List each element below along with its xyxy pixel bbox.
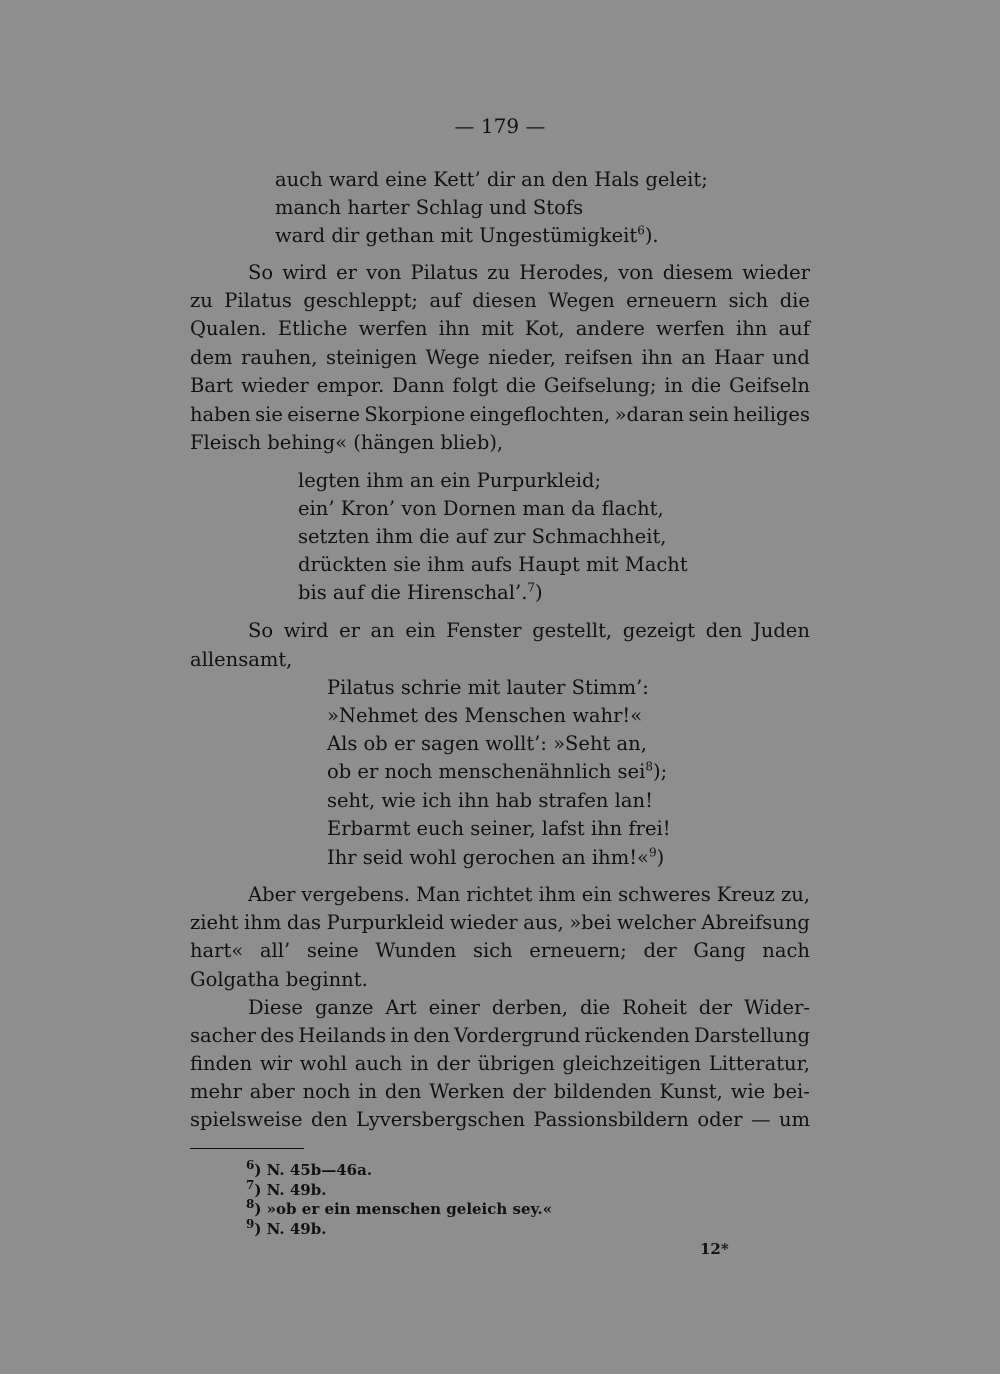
word: Passionsbildern [533, 1108, 689, 1131]
word: sich [472, 939, 513, 962]
word: Kreuz [716, 883, 775, 906]
word: diesem [662, 261, 733, 284]
word: gleichzeitigen [562, 1052, 702, 1075]
word: erneuern; [529, 939, 627, 962]
footnote-ref: 6 [637, 223, 645, 238]
word: Lyversbergschen [356, 1108, 526, 1131]
footnote-text: ) N. 49b. [254, 1220, 327, 1238]
page-number-header: — 179 — [454, 114, 546, 138]
verse-text-tail: ); [652, 760, 668, 783]
prose-line [190, 1026, 810, 1046]
word: von [618, 261, 654, 284]
word: einer [428, 996, 480, 1019]
word: und [772, 346, 810, 369]
word: ihn [736, 317, 768, 340]
word: an [681, 346, 706, 369]
word: wieder [240, 374, 309, 397]
word: wird [282, 261, 327, 284]
word: ein [581, 883, 613, 906]
footnote [246, 1158, 373, 1179]
word: Wege [425, 346, 480, 369]
verse-line: Als ob er sagen wollt’: »Seht an, [327, 732, 647, 755]
word: Skorpione [364, 403, 466, 426]
word: werfen [656, 317, 725, 340]
footnote-ref: 7 [527, 580, 536, 595]
verse-line: legten ihm an ein Purpurkleid; [298, 469, 602, 492]
word: Geifselung; [543, 374, 657, 397]
word: von [366, 261, 402, 284]
word: Werken [429, 1080, 505, 1103]
word: Diese [248, 996, 303, 1019]
word: Dann [392, 374, 445, 397]
prose-line [248, 263, 810, 283]
word: wohl [299, 1052, 348, 1075]
word: spielsweise [190, 1108, 303, 1131]
footnote-text: ) N. 45b—46a. [254, 1161, 373, 1179]
word: wieder [449, 911, 518, 934]
footnote-mark: 6 [246, 1158, 255, 1172]
prose-line [190, 291, 810, 311]
word: das [286, 911, 322, 934]
word: »bei [569, 911, 612, 934]
verse-text-tail: ). [644, 224, 659, 247]
word: wieder [742, 261, 810, 284]
prose-line: allensamt, [190, 648, 293, 671]
word: ihn [641, 346, 673, 369]
word: Darstellung [693, 1024, 810, 1047]
word: — [750, 1108, 771, 1131]
prose-line [248, 998, 810, 1018]
footnote-ref: 8 [645, 759, 653, 774]
word: Litteratur, [708, 1052, 810, 1075]
word: Vordergrund [454, 1024, 581, 1047]
word: die [690, 374, 722, 397]
verse-line: setzten ihm die auf zur Schmachheit, [298, 525, 667, 548]
word: eingeflochten, [469, 403, 611, 426]
footnote-mark: 8 [246, 1197, 255, 1211]
word: Pilatus [224, 289, 292, 312]
word: Bart [190, 374, 234, 397]
word: die [579, 996, 611, 1019]
word: sich [728, 289, 769, 312]
word: rauhen, [241, 346, 318, 369]
word: dem [190, 346, 233, 369]
word: reifsen [564, 346, 633, 369]
word: Aber [248, 883, 296, 906]
word: der [643, 939, 677, 962]
word: der [512, 1080, 546, 1103]
word: aus, [523, 911, 564, 934]
prose-line [190, 1110, 810, 1130]
word: zu [487, 261, 511, 284]
word: der [698, 996, 733, 1019]
word: hart« [190, 939, 244, 962]
verse-text: Ihr seid wohl gerochen an ihm!« [327, 846, 649, 869]
word: wird [283, 619, 329, 642]
prose-line [190, 1082, 810, 1102]
verse-text: ward dir gethan mit Ungestümigkeit [275, 224, 638, 247]
word: Fenster [446, 619, 522, 642]
verse-line: drückten sie ihm aufs Haupt mit Macht [298, 553, 688, 576]
word: Geifseln [729, 374, 810, 397]
footnote [246, 1178, 327, 1199]
word: in [390, 1024, 410, 1047]
prose-line [190, 319, 810, 339]
word: der [436, 1052, 470, 1075]
footnote-ref: 9 [648, 845, 657, 860]
footnote-mark: 9 [246, 1217, 255, 1231]
word: mehr [190, 1080, 242, 1103]
word: eiserne [287, 403, 361, 426]
verse-line [275, 223, 659, 247]
word: wie [730, 1080, 766, 1103]
word: geschleppt; [303, 289, 419, 312]
word: den [413, 1024, 450, 1047]
word: ihm [538, 883, 576, 906]
prose-line [248, 621, 810, 641]
verse-line: ein’ Kron’ von Dornen man da flacht, [298, 497, 664, 520]
word: Wunden [375, 939, 457, 962]
word: andere [575, 317, 645, 340]
word: ein [405, 619, 436, 642]
verse-line [298, 580, 543, 604]
word: werfen [358, 317, 428, 340]
word: diesen [472, 289, 537, 312]
verse-line: seht, wie ich ihn hab strafen lan! [327, 789, 653, 812]
word: er [339, 619, 360, 642]
word: in [410, 1052, 429, 1075]
word: auf [429, 289, 461, 312]
verse-line: »Nehmet des Menschen wahr!« [327, 704, 643, 727]
word: folgt [452, 374, 498, 397]
verse-text: bis auf die Hirenschal’. [298, 581, 528, 604]
word: oder [697, 1108, 743, 1131]
word: bildenden [553, 1080, 652, 1103]
word: Heilands [298, 1024, 387, 1047]
word: Gang [693, 939, 746, 962]
signature-mark: 12* [700, 1240, 729, 1258]
prose-line [190, 405, 810, 425]
prose-line [190, 913, 810, 933]
verse-text-tail: ) [656, 846, 665, 869]
word: schweres [618, 883, 711, 906]
word: ihm [244, 911, 282, 934]
word: den [311, 1108, 348, 1131]
word: ganze [314, 996, 374, 1019]
word: Haar [714, 346, 764, 369]
verse-line [327, 759, 668, 783]
word: des [260, 1024, 295, 1047]
word: welcher [617, 911, 696, 934]
footnote [246, 1197, 553, 1218]
footnote-text: ) N. 49b. [254, 1181, 327, 1199]
word: Kunst, [659, 1080, 723, 1103]
prose-line [248, 885, 810, 905]
word: richtet [466, 883, 533, 906]
word: vergebens. [301, 883, 411, 906]
verse-line: Erbarmt euch seiner, lafst ihn frei! [327, 817, 671, 840]
word: gestellt, [532, 619, 613, 642]
word: zieht [190, 911, 239, 934]
word: er [336, 261, 357, 284]
verse-line: auch ward eine Kett’ dir an den Hals geleit; [275, 168, 708, 191]
word: den [384, 1080, 422, 1103]
prose-line [190, 1054, 810, 1074]
word: den [705, 619, 743, 642]
word: aber [249, 1080, 295, 1103]
word: Art [385, 996, 417, 1019]
word: ihn [438, 317, 470, 340]
word: sein [688, 403, 729, 426]
word: gezeigt [622, 619, 696, 642]
footnote-mark: 7 [246, 1178, 255, 1192]
word: all’ [259, 939, 291, 962]
verse-text-tail: ) [535, 581, 543, 604]
word: an [370, 619, 395, 642]
word: erneuern [626, 289, 718, 312]
word: Qualen. [190, 317, 267, 340]
word: Abreifsung [701, 911, 810, 934]
word: Kot, [524, 317, 565, 340]
word: steinigen [326, 346, 418, 369]
word: die [779, 289, 810, 312]
word: »daran [614, 403, 685, 426]
word: Man [416, 883, 461, 906]
word: zu [190, 289, 213, 312]
word: auf [778, 317, 810, 340]
word: Purpurkleid [326, 911, 445, 934]
word: heiliges [733, 403, 810, 426]
word: So [248, 261, 274, 284]
word: nach [762, 939, 810, 962]
word: die [505, 374, 537, 397]
word: Pilatus [410, 261, 479, 284]
word: sacher [190, 1024, 256, 1047]
word: seine [306, 939, 359, 962]
verse-line [327, 845, 665, 869]
word: noch [302, 1080, 351, 1103]
word: Juden [752, 619, 810, 642]
prose-line [190, 376, 810, 396]
word: Etliche [277, 317, 348, 340]
word: zu, [780, 883, 810, 906]
word: Wider- [744, 996, 810, 1019]
footnote-separator [190, 1148, 304, 1149]
word: wir [259, 1052, 293, 1075]
word: nieder, [488, 346, 556, 369]
word: rückenden [584, 1024, 690, 1047]
word: empor. [316, 374, 385, 397]
word: um [778, 1108, 810, 1131]
word: übrigen [477, 1052, 555, 1075]
word: bei- [773, 1080, 810, 1103]
verse-line: manch harter Schlag und Stofs [275, 196, 584, 219]
prose-line: Golgatha beginnt. [190, 968, 368, 991]
prose-line [190, 941, 810, 961]
verse-line: Pilatus schrie mit lauter Stimm’: [327, 676, 649, 699]
prose-line: Fleisch behing« (hängen blieb), [190, 431, 504, 454]
footnote-text: ) »ob er ein menschen geleich sey.« [254, 1200, 553, 1218]
word: finden [190, 1052, 253, 1075]
word: sie [255, 403, 283, 426]
word: haben [190, 403, 251, 426]
word: in [358, 1080, 378, 1103]
word: Wegen [548, 289, 615, 312]
prose-line [190, 348, 810, 368]
word: Roheit [622, 996, 687, 1019]
word: Herodes, [519, 261, 610, 284]
verse-text: ob er noch menschenähnlich sei [327, 760, 646, 783]
word: mit [481, 317, 514, 340]
word: in [664, 374, 684, 397]
word: auch [354, 1052, 403, 1075]
word: derben, [491, 996, 568, 1019]
word: So [248, 619, 274, 642]
footnote [246, 1217, 327, 1238]
